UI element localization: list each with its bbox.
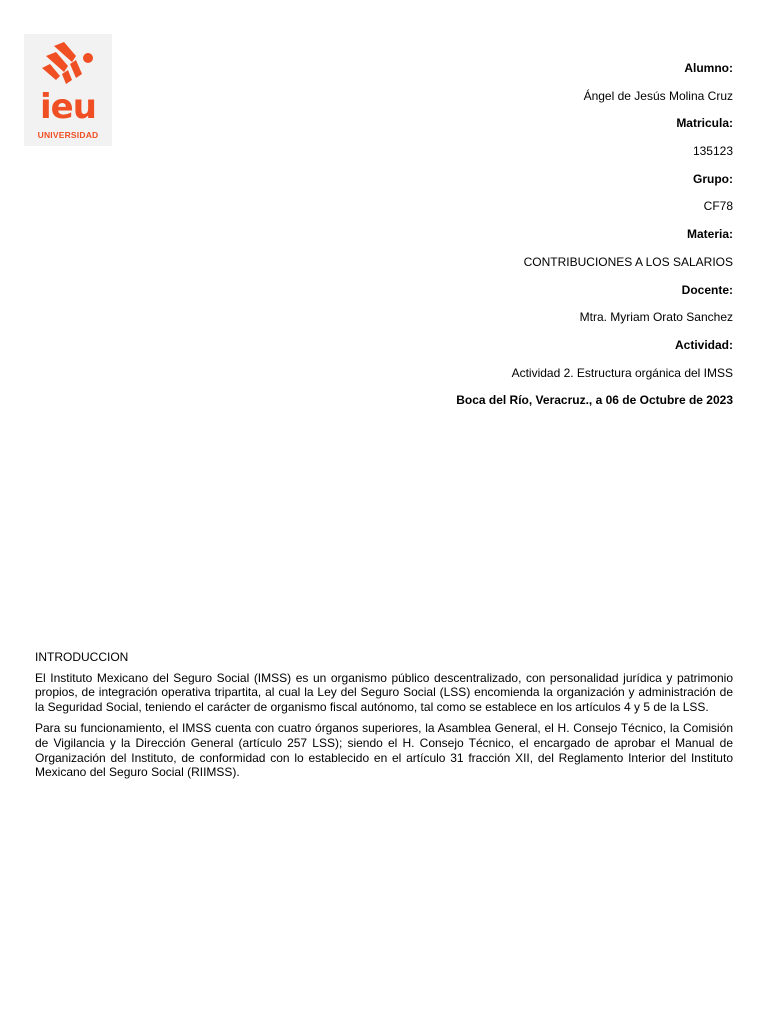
university-logo bbox=[24, 34, 112, 146]
introduction-section bbox=[35, 650, 733, 787]
paragraph: El Instituto Mexicano del Seguro Social (IMSS) es un organismo público descentralizado, con personalidad jurídica y patrimonio propios, de integración operativa tripartita, al cual la Ley del Seguro Social (LSS) encomienda la organización y administración de la Seguridad Social, teniendo el carácter de organismo fiscal autónomo, tal como se establece en los artículos 4 y 5 de la LSS. bbox=[35, 670, 733, 714]
student-info bbox=[333, 60, 733, 408]
activity-value: Actividad 2. Estructura orgánica del IMSS bbox=[511, 365, 733, 380]
subject-label: Materia: bbox=[686, 227, 733, 242]
enrollment-number: 135123 bbox=[692, 144, 733, 159]
enrollment-label: Matricula: bbox=[676, 116, 733, 131]
teacher-label: Docente: bbox=[681, 282, 733, 297]
activity-label: Actividad: bbox=[674, 337, 733, 352]
subject-value: CONTRIBUCIONES A LOS SALARIOS bbox=[523, 254, 733, 269]
student-label: Alumno: bbox=[684, 61, 733, 75]
logo-chevron-icon bbox=[24, 34, 112, 94]
teacher-name: Mtra. Myriam Orato Sanchez bbox=[579, 310, 733, 325]
logo-subtitle: UNIVERSIDAD bbox=[37, 130, 99, 140]
place-date: Boca del Río, Veracruz., a 06 de Octubre de 2023 bbox=[456, 393, 733, 408]
section-heading: INTRODUCCION bbox=[35, 650, 129, 664]
student-name: Ángel de Jesús Molina Cruz bbox=[583, 88, 733, 103]
paragraph: Para su funcionamiento, el IMSS cuenta con cuatro órganos superiores, la Asamblea General, el H. Consejo Técnico, la Comisión de Vigilancia y la Dirección General (artículo 257 LSS); siendo el H. Consejo Técnico, el encargado de aprobar el Manual de Organización del Instituto, de conformidad con lo establecido en el artículo 31 fracción XII, del Reglamento Interior del Instituto Mexicano del Seguro Social (RIIMSS). bbox=[35, 721, 733, 780]
logo-wordmark: ieu bbox=[40, 87, 96, 127]
group-label: Grupo: bbox=[693, 171, 733, 186]
group-value: CF78 bbox=[703, 199, 733, 214]
